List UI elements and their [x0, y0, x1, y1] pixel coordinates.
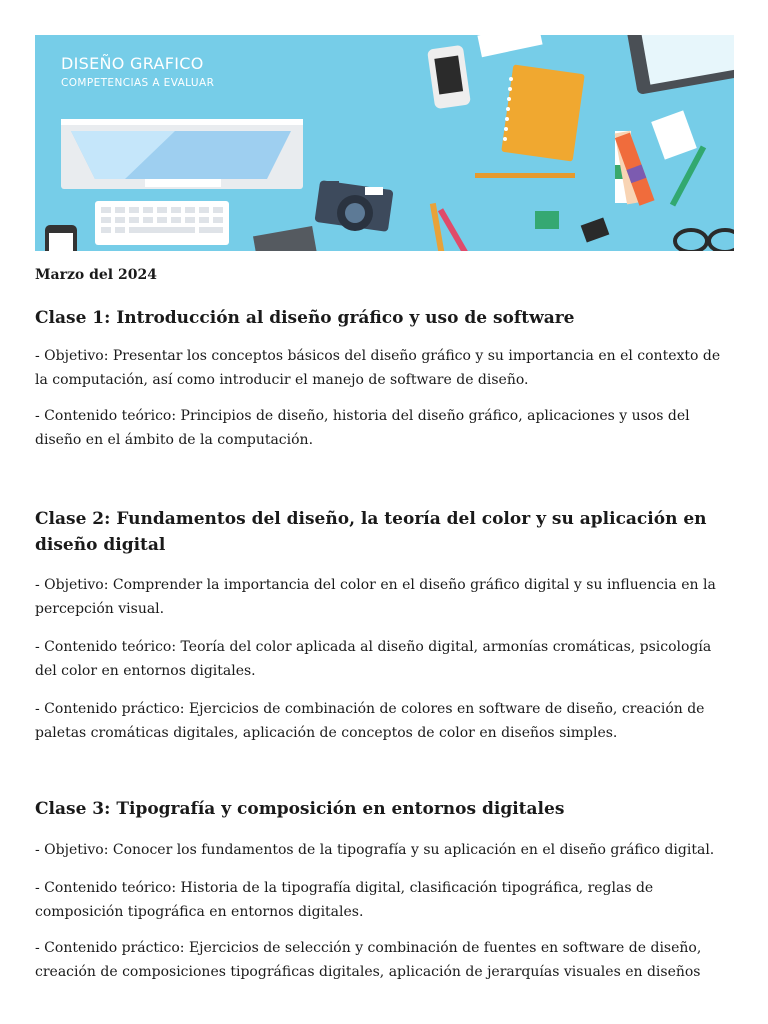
header-banner [35, 35, 734, 251]
document-date: Marzo del 2024 [35, 267, 157, 283]
class-1-title: Clase 1: Introducción al diseño gráfico y uso de software [35, 308, 575, 328]
color-swatch-icon [615, 131, 655, 206]
notebook-icon [501, 64, 585, 161]
smartphone-icon [427, 45, 471, 109]
phone-icon [45, 225, 77, 251]
class-1-objective: - Objetivo: Presentar los conceptos básicos del diseño gráfico y su importancia en el contexto de la computación, así como introducir el manejo de software de diseño. [35, 348, 721, 388]
class-2-title: Clase 2: Fundamentos del diseño, la teoría del color y su aplicación en diseño digital [35, 509, 707, 555]
class-3-theory: - Contenido teórico: Historia de la tipografía digital, clasificación tipográfica, reglas de composición tipográfica en entornos digitales. [35, 880, 654, 920]
camera-icon [314, 180, 393, 232]
class-1-theory: - Contenido teórico: Principios de diseño, historia del diseño gráfico, aplicaciones y usos del diseño en el ámbito de la computación. [35, 408, 690, 448]
keyboard-top-icon [477, 35, 542, 57]
class-2-practice: - Contenido práctico: Ejercicios de combinación de colores en software de diseño, creación de paletas cromáticas digitales, aplicación de conceptos de color en diseños simples. [35, 701, 705, 741]
class-3-title: Clase 3: Tipografía y composición en entornos digitales [35, 799, 565, 819]
class-3-practice: - Contenido práctico: Ejercicios de selección y combinación de fuentes en software de diseño, creación de composiciones tipográficas digitales, aplicación de jerarquías visuales en diseños [35, 940, 702, 980]
tablet-icon [626, 35, 734, 95]
keyboard-icon [95, 201, 229, 245]
class-3-objective: - Objetivo: Conocer los fundamentos de la tipografía y su aplicación en el diseño gráfico digital. [35, 842, 715, 858]
class-2-objective: - Objetivo: Comprender la importancia del color en el diseño gráfico digital y su influencia en la percepción visual. [35, 577, 716, 617]
class-2-theory: - Contenido teórico: Teoría del color aplicada al diseño digital, armonías cromáticas, psicología del color en entornos digitales. [35, 639, 712, 679]
glasses-icon [675, 230, 734, 251]
banner-title: DISEÑO GRAFICO [61, 54, 204, 73]
monitor-icon [61, 119, 303, 189]
banner-subtitle: COMPETENCIAS A EVALUAR [61, 77, 215, 89]
